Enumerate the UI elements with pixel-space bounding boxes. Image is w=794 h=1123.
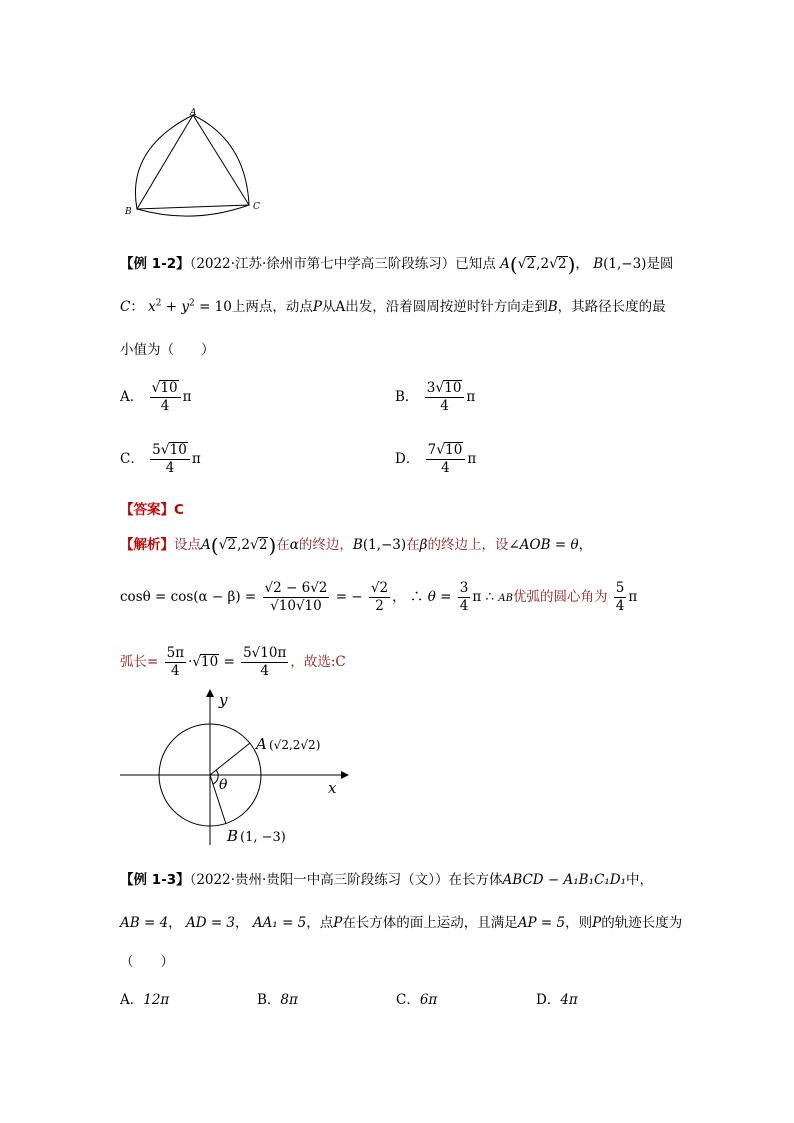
ex12-line3: 小值为（ ） [120,342,215,358]
triangle-abc [137,115,249,209]
ex13-line2: AB = 4， AD = 3， AA₁ = 5，点P在长方体的面上运动，且满足AP = 5，则P的轨迹长度为 [120,915,683,931]
answer-line: 【答案】C [120,502,184,518]
analysis-line1: 【解析】设点A(√2,2√2)在α的终边，B(1,−3)在β的终边上，设∠AOB = θ， [120,533,593,558]
y-label: y [219,691,228,709]
x-label: x [328,779,337,797]
ex13-line1: 【例 1-3】（2022·贵州·贵阳一中高三阶段练习（文））在长方体ABCD − A₁B₁C₁D₁中， [120,872,653,888]
point-a-label: A [256,735,267,753]
label-a: A [190,108,197,118]
ex13-tag: 【例 1-3】 [120,872,190,888]
ex13-line3: （ ） [120,954,174,970]
option-b[interactable]: B． $\frac{3√10}{4}$ π [395,380,476,414]
triangle-arc-figure [120,105,270,225]
ex12-tag: 【例 1-2】 [120,256,190,272]
ex13-option-a[interactable]: A．12π [120,992,170,1008]
answer-value: C [174,502,184,518]
ex13-source: （2022·贵州·贵阳一中高三阶段练习（文）） [189,872,449,888]
ex13-option-d[interactable]: D．4π [536,992,578,1008]
point-b-expr: B(1,−3) [593,256,647,272]
option-d[interactable]: D． $\frac{7√10}{4}$ π [395,442,477,476]
ex12-line2: C： $x^2 + y^2 = 10$上两点，动点P从A出发，沿着圆周按逆时针方向走到B，其路径长度的最 [120,298,666,315]
y-arrow-icon [206,689,214,697]
analysis-line2: cosθ = cos(α − β) = $\frac{√2 - 6√2}{√10√10}$ = − $\frac{√2}{2}$ ， ∴ θ = $\frac{3}{4}$ π ∴ AB优弧的圆心角为 $\frac{5}{4}$ π [120,580,638,614]
ex13-option-c[interactable]: C．6π [396,992,438,1008]
circle-equation: C： $x^2 + y^2 = 10$ [120,298,232,315]
label-c: C [253,202,260,212]
point-b-coord: (1, −3) [240,830,286,845]
point-p: P [312,299,322,315]
point-a-expr: A(√2,2√2) [500,252,576,277]
circle-coordinate-figure [115,685,355,850]
theta-label: θ [219,777,228,793]
analysis-line3: 弧长= $\frac{5\pi}{4}$ ·√10 = $\frac{5√10\pi}{4}$ ，故选:C [120,645,346,679]
point-b-label: B [227,827,239,845]
ex12-source: （2022·江苏·徐州市第七中学高三阶段练习） [189,256,456,272]
ex13-option-b[interactable]: B．8π [257,992,298,1008]
option-a[interactable]: A． $\frac{√10}{4}$ π [120,380,192,414]
x-arrow-icon [341,771,349,779]
option-c[interactable]: C． $\frac{5√10}{4}$ π [120,442,201,476]
ex12-line1: 【例 1-2】（2022·江苏·徐州市第七中学高三阶段练习）已知点 A(√2,2√2)， B(1,−3)是圆 [120,252,674,277]
label-b: B [125,207,132,217]
point-a-coord: (√2,2√2) [269,738,321,752]
